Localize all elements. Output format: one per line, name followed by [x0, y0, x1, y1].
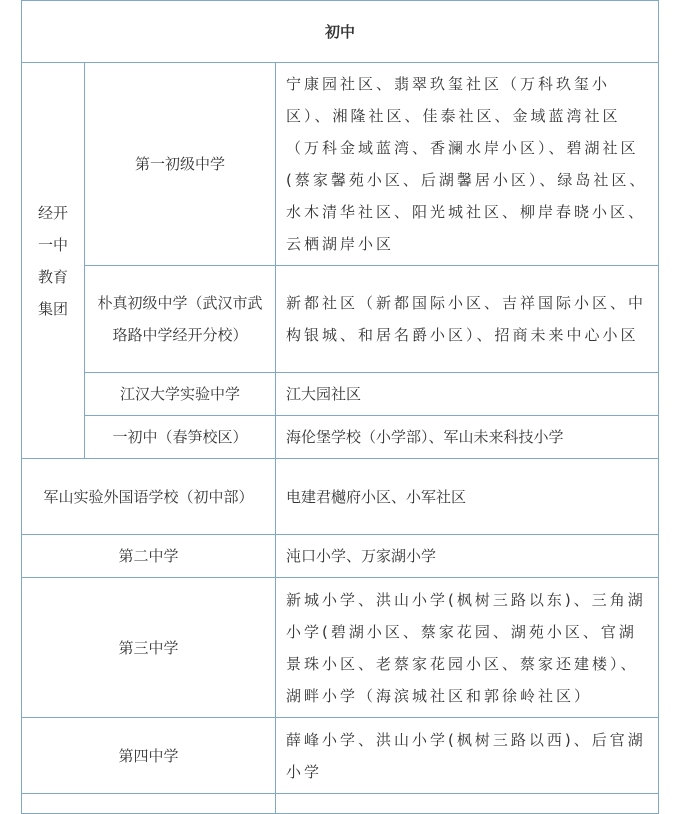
table-row — [22, 459, 659, 535]
area-description: 电建君樾府小区、小军社区 — [276, 459, 659, 535]
table-row-section-header — [22, 1, 659, 63]
table-row — [22, 416, 659, 459]
school-name: 第三中学 — [22, 578, 276, 718]
area-description: 海伦堡学校（小学部）、军山未来科技小学 — [276, 416, 659, 459]
area-description: 新都社区（新都国际小区、吉祥国际小区、中构银城、和居名爵小区）、招商未来中心小区 — [276, 266, 659, 373]
area-description: 宁康园社区、翡翠玖玺社区（万科玖玺小区）、湘隆社区、佳泰社区、金域蓝湾社区（万科金域蓝湾、香澜水岸小区）、碧湖社区(蔡家馨苑小区、后湖馨居小区）、绿岛社区、水木清华社区、阳光城社区、柳岸春晓小区、云栖湖岸小区 — [276, 63, 659, 266]
table-row — [22, 578, 659, 718]
school-name: 朴真初级中学（武汉市武珞路中学经开分校） — [85, 266, 276, 373]
school-name: 第四中学 — [22, 718, 276, 794]
table-row — [22, 535, 659, 578]
group-name: 经开一中教育集团 — [22, 63, 85, 459]
school-name: 一初中（春笋校区） — [85, 416, 276, 459]
enrollment-table — [21, 0, 659, 814]
area-description: 沌口小学、万家湖小学 — [276, 535, 659, 578]
area-description: 江大园社区 — [276, 373, 659, 416]
school-name: 江汉大学实验中学 — [85, 373, 276, 416]
table-row — [22, 266, 659, 373]
area-description: 新城小学、洪山小学(枫树三路以东)、三角湖小学(碧湖小区、蔡家花园、湖苑小区、官湖景珠小区、老蔡家花园小区、蔡家还建楼）、湖畔小学（海滨城社区和郭徐岭社区） — [276, 578, 659, 718]
table-row — [22, 373, 659, 416]
school-name: 第一初级中学 — [85, 63, 276, 266]
school-name: 第二中学 — [22, 535, 276, 578]
section-title: 初中 — [22, 1, 659, 63]
table-row — [22, 718, 659, 794]
table-row — [22, 63, 659, 266]
school-name: 军山实验外国语学校（初中部） — [22, 459, 276, 535]
area-description: 薛峰小学、洪山小学(枫树三路以西)、后官湖小学 — [276, 718, 659, 794]
